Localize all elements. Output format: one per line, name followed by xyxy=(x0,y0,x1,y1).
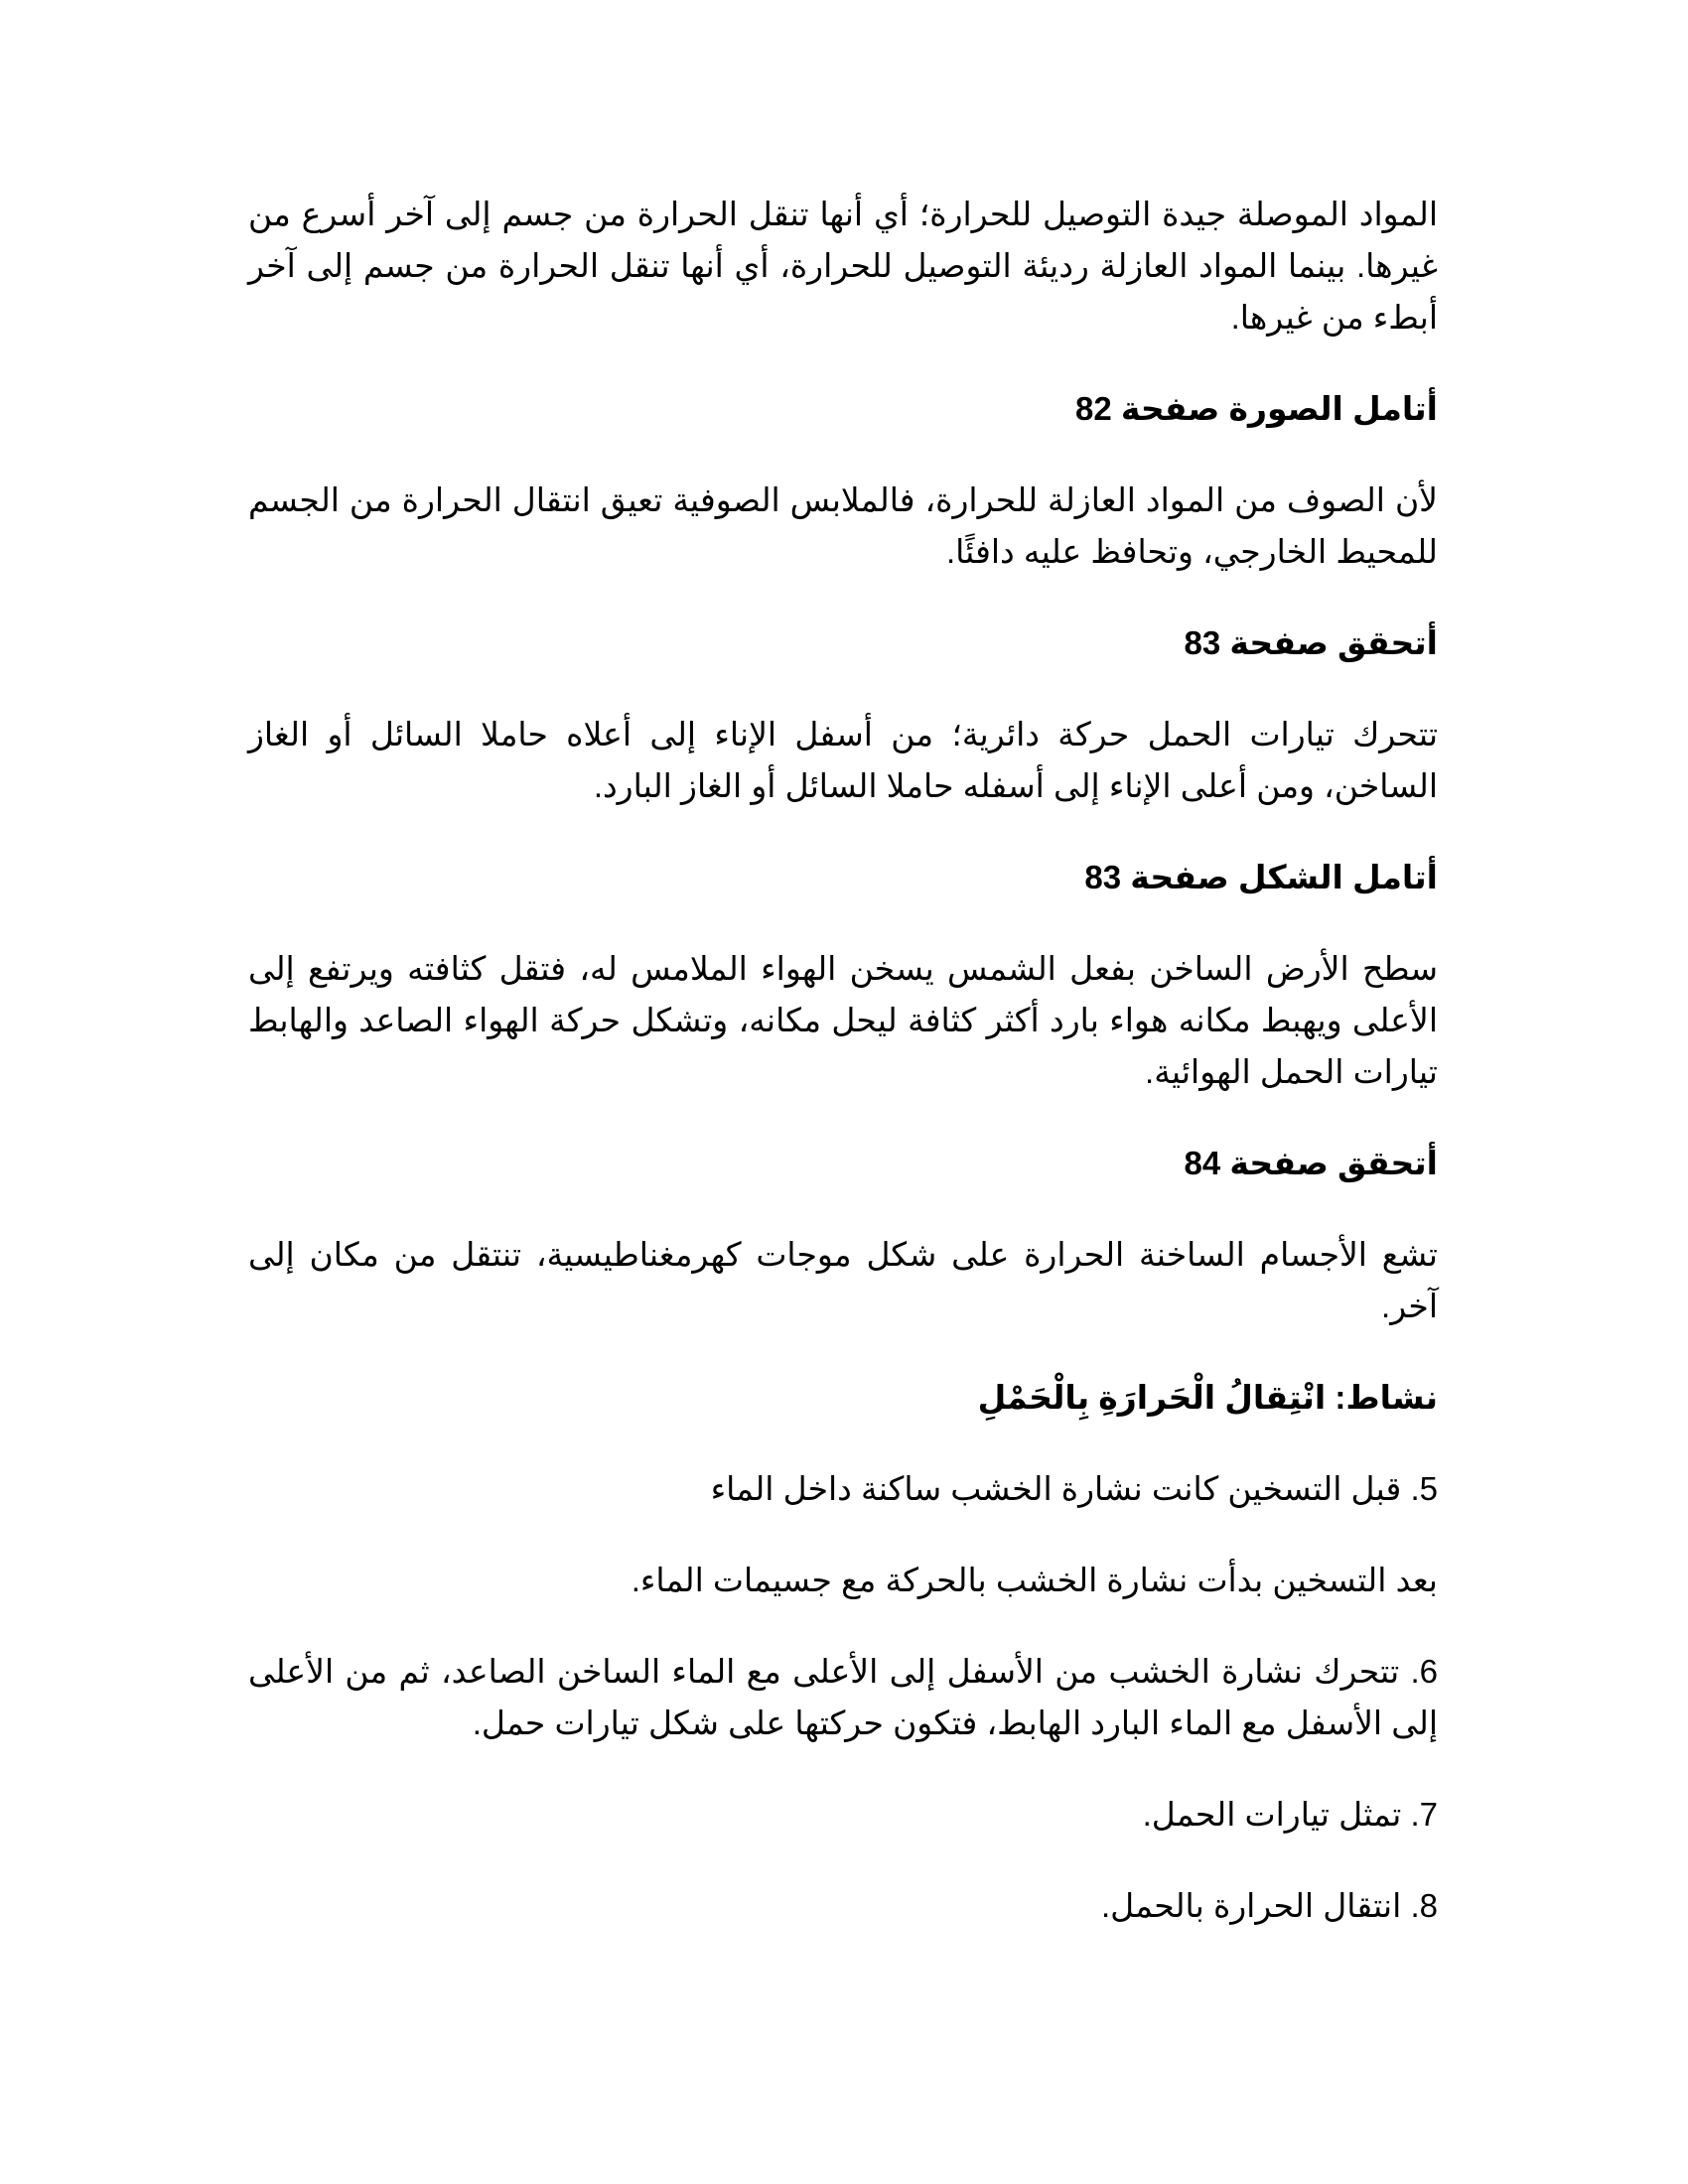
list-item-text: تتحرك نشارة الخشب من الأسفل إلى الأعلى مع الماء الساخن الصاعد، ثم من الأعلى إلى الأسفل مع الماء البارد الهابط، فتكون حركتها على شكل تيارات حمل. xyxy=(248,1653,1438,1741)
list-item-text: بعد التسخين بدأت نشارة الخشب بالحركة مع جسيمات الماء. xyxy=(631,1562,1438,1598)
list-item-text: تمثل تيارات الحمل. xyxy=(1142,1796,1402,1833)
heading-activity-convection: نشاط: انْتِقالُ الْحَرارَةِ بِالْحَمْلِ xyxy=(977,1379,1438,1416)
list-item-number: 6. xyxy=(1410,1653,1439,1690)
paragraph-wool-insulation: لأن الصوف من المواد العازلة للحرارة، فالملابس الصوفية تعيق انتقال الحرارة من الجسم للمحيط الخارجي، وتحافظ عليه دافئًا. xyxy=(248,481,1438,570)
list-item-text: قبل التسخين كانت نشارة الخشب ساكنة داخل الماء xyxy=(710,1470,1402,1507)
heading-observe-figure-page-83: أتامل الشكل صفحة 83 xyxy=(1084,859,1438,895)
list-item-number: 5. xyxy=(1410,1470,1438,1507)
list-item xyxy=(248,1880,1438,1932)
paragraph-air-convection: سطح الأرض الساخن بفعل الشمس يسخن الهواء الملامس له، فتقل كثافته ويرتفع إلى الأعلى ويهبط مكانه هواء بارد أكثر كثافة ليحل مكانه، وتشكل حركة الهواء الصاعد والهابط تيارات الحمل الهوائية. xyxy=(248,950,1438,1090)
heading-observe-image-page-82: أتامل الصورة صفحة 82 xyxy=(1074,390,1438,427)
heading-verify-page-84: أتحقق صفحة 84 xyxy=(1184,1145,1438,1181)
list-item xyxy=(248,1555,1438,1606)
list-item-number: 7. xyxy=(1410,1796,1438,1833)
document-body xyxy=(248,189,1438,1972)
paragraph-conductors-insulators: المواد الموصلة جيدة التوصيل للحرارة؛ أي أنها تنقل الحرارة من جسم إلى آخر أسرع من غيرها. بينما المواد العازلة رديئة التوصيل للحرارة، أي أنها تنقل الحرارة من جسم إلى آخر أبطء من غيرها. xyxy=(248,196,1438,336)
paragraph-convection-currents: تتحرك تيارات الحمل حركة دائرية؛ من أسفل الإناء إلى أعلاه حاملا السائل أو الغاز الساخن، ومن أعلى الإناء إلى أسفله حاملا السائل أو الغاز البارد. xyxy=(248,716,1438,804)
heading-verify-page-83: أتحقق صفحة 83 xyxy=(1184,624,1438,661)
list-item-number: 8. xyxy=(1410,1887,1438,1924)
list-item xyxy=(248,1789,1438,1841)
list-item-text: انتقال الحرارة بالحمل. xyxy=(1100,1887,1402,1924)
paragraph-radiation: تشع الأجسام الساخنة الحرارة على شكل موجات كهرمغناطيسية، تنتقل من مكان إلى آخر. xyxy=(248,1236,1438,1324)
list-item xyxy=(248,1646,1438,1749)
list-item xyxy=(248,1463,1438,1515)
